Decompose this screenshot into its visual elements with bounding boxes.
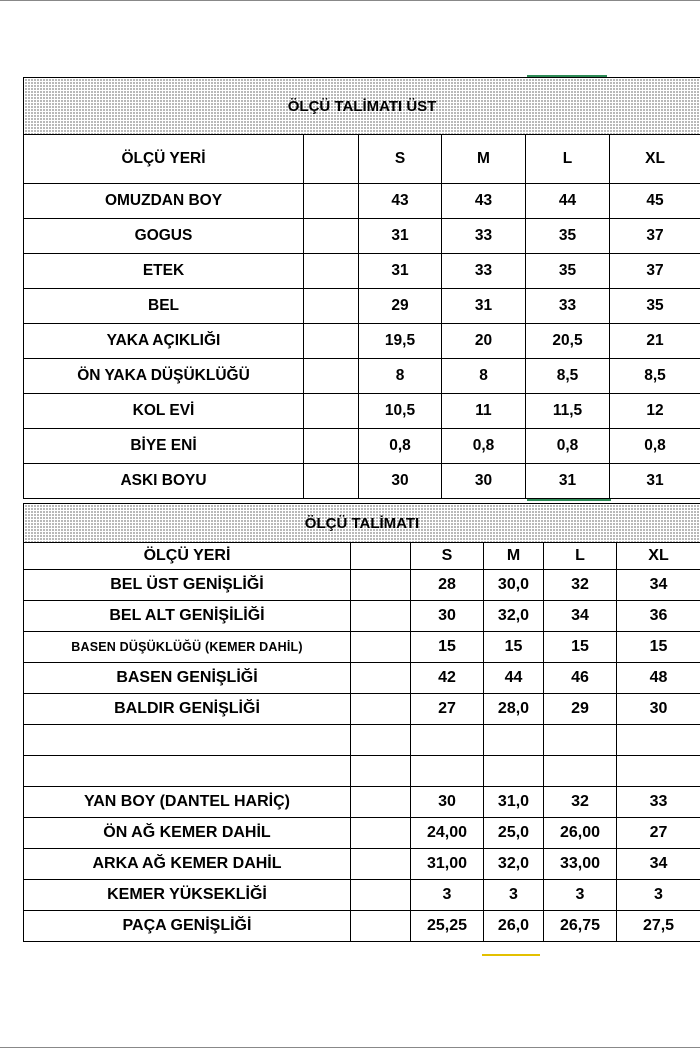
row-label: OMUZDAN BOY bbox=[24, 184, 304, 219]
row-label: KOL EVİ bbox=[24, 394, 304, 429]
row-label: GOGUS bbox=[24, 219, 304, 254]
table-row bbox=[24, 787, 700, 818]
selection-mark-bottom bbox=[527, 499, 611, 501]
value-l: 46 bbox=[544, 663, 617, 694]
lower-table-title: ÖLÇÜ TALİMATI bbox=[24, 504, 700, 543]
table-row bbox=[24, 464, 700, 499]
value-xl: 34 bbox=[617, 570, 700, 601]
value-s: 29 bbox=[359, 289, 442, 324]
value-xl bbox=[617, 756, 700, 787]
value-l: 34 bbox=[544, 601, 617, 632]
value-l: 8,5 bbox=[526, 359, 610, 394]
table-row bbox=[24, 184, 700, 219]
value-m: 31 bbox=[442, 289, 526, 324]
empty-row bbox=[24, 725, 700, 756]
blank-cell bbox=[304, 289, 359, 324]
value-s: 24,00 bbox=[411, 818, 484, 849]
value-m bbox=[484, 725, 544, 756]
page-bottom-rule bbox=[0, 1047, 700, 1048]
blank-cell bbox=[351, 694, 411, 725]
header-blank bbox=[351, 543, 411, 570]
header-size-xl: XL bbox=[610, 135, 700, 184]
value-s: 31 bbox=[359, 219, 442, 254]
value-xl: 35 bbox=[610, 289, 700, 324]
value-l: 11,5 bbox=[526, 394, 610, 429]
header-size-s: S bbox=[359, 135, 442, 184]
value-xl: 34 bbox=[617, 849, 700, 880]
value-s: 31 bbox=[359, 254, 442, 289]
blank-cell bbox=[351, 601, 411, 632]
value-l: 35 bbox=[526, 219, 610, 254]
value-s: 15 bbox=[411, 632, 484, 663]
table-row bbox=[24, 254, 700, 289]
blank-cell bbox=[351, 880, 411, 911]
blank-cell bbox=[304, 394, 359, 429]
value-l: 33,00 bbox=[544, 849, 617, 880]
table-row bbox=[24, 219, 700, 254]
value-l: 26,75 bbox=[544, 911, 617, 942]
blank-cell bbox=[351, 818, 411, 849]
value-m: 44 bbox=[484, 663, 544, 694]
selection-mark-top bbox=[527, 75, 607, 77]
table-row bbox=[24, 849, 700, 880]
row-label: PAÇA GENİŞLİĞİ bbox=[24, 911, 351, 942]
header-measure-point: ÖLÇÜ YERİ bbox=[24, 135, 304, 184]
value-l: 44 bbox=[526, 184, 610, 219]
value-s: 25,25 bbox=[411, 911, 484, 942]
value-l: 15 bbox=[544, 632, 617, 663]
table-row bbox=[24, 289, 700, 324]
value-xl: 3 bbox=[617, 880, 700, 911]
value-xl: 36 bbox=[617, 601, 700, 632]
value-l: 29 bbox=[544, 694, 617, 725]
value-xl: 31 bbox=[610, 464, 700, 499]
value-xl: 0,8 bbox=[610, 429, 700, 464]
value-s: 3 bbox=[411, 880, 484, 911]
blank-cell bbox=[351, 725, 411, 756]
value-l: 3 bbox=[544, 880, 617, 911]
table-row bbox=[24, 880, 700, 911]
blank-cell bbox=[304, 359, 359, 394]
value-m: 32,0 bbox=[484, 601, 544, 632]
row-label: BEL ÜST GENİŞLİĞİ bbox=[24, 570, 351, 601]
row-label: YAN BOY (DANTEL HARİÇ) bbox=[24, 787, 351, 818]
value-xl: 8,5 bbox=[610, 359, 700, 394]
header-measure-point: ÖLÇÜ YERİ bbox=[24, 543, 351, 570]
value-s: 30 bbox=[411, 787, 484, 818]
blank-cell bbox=[351, 787, 411, 818]
value-m: 32,0 bbox=[484, 849, 544, 880]
value-s bbox=[411, 756, 484, 787]
table-row bbox=[24, 818, 700, 849]
blank-cell bbox=[304, 464, 359, 499]
value-m: 30 bbox=[442, 464, 526, 499]
value-s: 30 bbox=[359, 464, 442, 499]
value-m bbox=[484, 756, 544, 787]
value-l: 35 bbox=[526, 254, 610, 289]
row-label: BİYE ENİ bbox=[24, 429, 304, 464]
value-l: 20,5 bbox=[526, 324, 610, 359]
table-row bbox=[24, 570, 700, 601]
value-xl: 48 bbox=[617, 663, 700, 694]
value-m: 43 bbox=[442, 184, 526, 219]
row-label: BALDIR GENİŞLİĞİ bbox=[24, 694, 351, 725]
header-size-l: L bbox=[544, 543, 617, 570]
size-chart-sheet bbox=[18, 77, 700, 957]
value-s: 42 bbox=[411, 663, 484, 694]
value-l: 32 bbox=[544, 570, 617, 601]
lower-header-row bbox=[24, 543, 700, 570]
value-s: 0,8 bbox=[359, 429, 442, 464]
header-size-xl: XL bbox=[617, 543, 700, 570]
value-xl: 15 bbox=[617, 632, 700, 663]
blank-cell bbox=[351, 756, 411, 787]
row-label: KEMER YÜKSEKLİĞİ bbox=[24, 880, 351, 911]
value-m: 15 bbox=[484, 632, 544, 663]
row-label: BASEN GENİŞLİĞİ bbox=[24, 663, 351, 694]
value-xl: 21 bbox=[610, 324, 700, 359]
value-xl: 27,5 bbox=[617, 911, 700, 942]
value-s: 30 bbox=[411, 601, 484, 632]
value-xl: 12 bbox=[610, 394, 700, 429]
value-l: 31 bbox=[526, 464, 610, 499]
value-s: 27 bbox=[411, 694, 484, 725]
value-m: 26,0 bbox=[484, 911, 544, 942]
row-label bbox=[24, 725, 351, 756]
value-s: 43 bbox=[359, 184, 442, 219]
blank-cell bbox=[304, 429, 359, 464]
value-s: 31,00 bbox=[411, 849, 484, 880]
value-s: 10,5 bbox=[359, 394, 442, 429]
value-m: 28,0 bbox=[484, 694, 544, 725]
value-l bbox=[544, 725, 617, 756]
blank-cell bbox=[351, 849, 411, 880]
header-blank bbox=[304, 135, 359, 184]
value-xl: 37 bbox=[610, 219, 700, 254]
value-l: 26,00 bbox=[544, 818, 617, 849]
value-m: 33 bbox=[442, 254, 526, 289]
value-l: 0,8 bbox=[526, 429, 610, 464]
value-s: 28 bbox=[411, 570, 484, 601]
header-size-m: M bbox=[484, 543, 544, 570]
blank-cell bbox=[304, 219, 359, 254]
value-m: 3 bbox=[484, 880, 544, 911]
blank-cell bbox=[351, 911, 411, 942]
value-xl: 27 bbox=[617, 818, 700, 849]
table-row bbox=[24, 394, 700, 429]
value-xl: 37 bbox=[610, 254, 700, 289]
value-m: 20 bbox=[442, 324, 526, 359]
table-row bbox=[24, 663, 700, 694]
value-l bbox=[544, 756, 617, 787]
header-size-l: L bbox=[526, 135, 610, 184]
value-s bbox=[411, 725, 484, 756]
row-label: YAKA AÇIKLIĞI bbox=[24, 324, 304, 359]
header-size-m: M bbox=[442, 135, 526, 184]
row-label: ÖN AĞ KEMER DAHİL bbox=[24, 818, 351, 849]
value-m: 33 bbox=[442, 219, 526, 254]
value-l: 33 bbox=[526, 289, 610, 324]
page-top-rule bbox=[0, 0, 700, 1]
value-s: 19,5 bbox=[359, 324, 442, 359]
value-m: 0,8 bbox=[442, 429, 526, 464]
row-label: BEL bbox=[24, 289, 304, 324]
table-row bbox=[24, 694, 700, 725]
blank-cell bbox=[351, 663, 411, 694]
value-s: 8 bbox=[359, 359, 442, 394]
blank-cell bbox=[304, 184, 359, 219]
row-label: ÖN YAKA DÜŞÜKLÜĞÜ bbox=[24, 359, 304, 394]
row-label: BASEN DÜŞÜKLÜĞÜ (KEMER DAHİL) bbox=[24, 632, 351, 663]
upper-header-row bbox=[24, 135, 700, 184]
upper-measurement-table bbox=[23, 77, 700, 499]
row-label bbox=[24, 756, 351, 787]
table-row bbox=[24, 911, 700, 942]
value-l: 32 bbox=[544, 787, 617, 818]
blank-cell bbox=[351, 632, 411, 663]
table-row bbox=[24, 359, 700, 394]
value-m: 30,0 bbox=[484, 570, 544, 601]
table-row bbox=[24, 429, 700, 464]
lower-measurement-table bbox=[23, 503, 700, 942]
empty-row bbox=[24, 756, 700, 787]
value-m: 25,0 bbox=[484, 818, 544, 849]
value-xl: 30 bbox=[617, 694, 700, 725]
selection-mark-yellow bbox=[482, 954, 540, 956]
value-m: 11 bbox=[442, 394, 526, 429]
row-label: BEL ALT GENİŞİLİĞİ bbox=[24, 601, 351, 632]
header-size-s: S bbox=[411, 543, 484, 570]
upper-table-title: ÖLÇÜ TALİMATI ÜST bbox=[24, 78, 700, 135]
blank-cell bbox=[304, 254, 359, 289]
table-row bbox=[24, 324, 700, 359]
table-row bbox=[24, 601, 700, 632]
value-m: 31,0 bbox=[484, 787, 544, 818]
row-label: ETEK bbox=[24, 254, 304, 289]
row-label: ASKI BOYU bbox=[24, 464, 304, 499]
value-xl: 45 bbox=[610, 184, 700, 219]
blank-cell bbox=[351, 570, 411, 601]
blank-cell bbox=[304, 324, 359, 359]
table-row bbox=[24, 632, 700, 663]
value-m: 8 bbox=[442, 359, 526, 394]
row-label: ARKA AĞ KEMER DAHİL bbox=[24, 849, 351, 880]
value-xl: 33 bbox=[617, 787, 700, 818]
value-xl bbox=[617, 725, 700, 756]
